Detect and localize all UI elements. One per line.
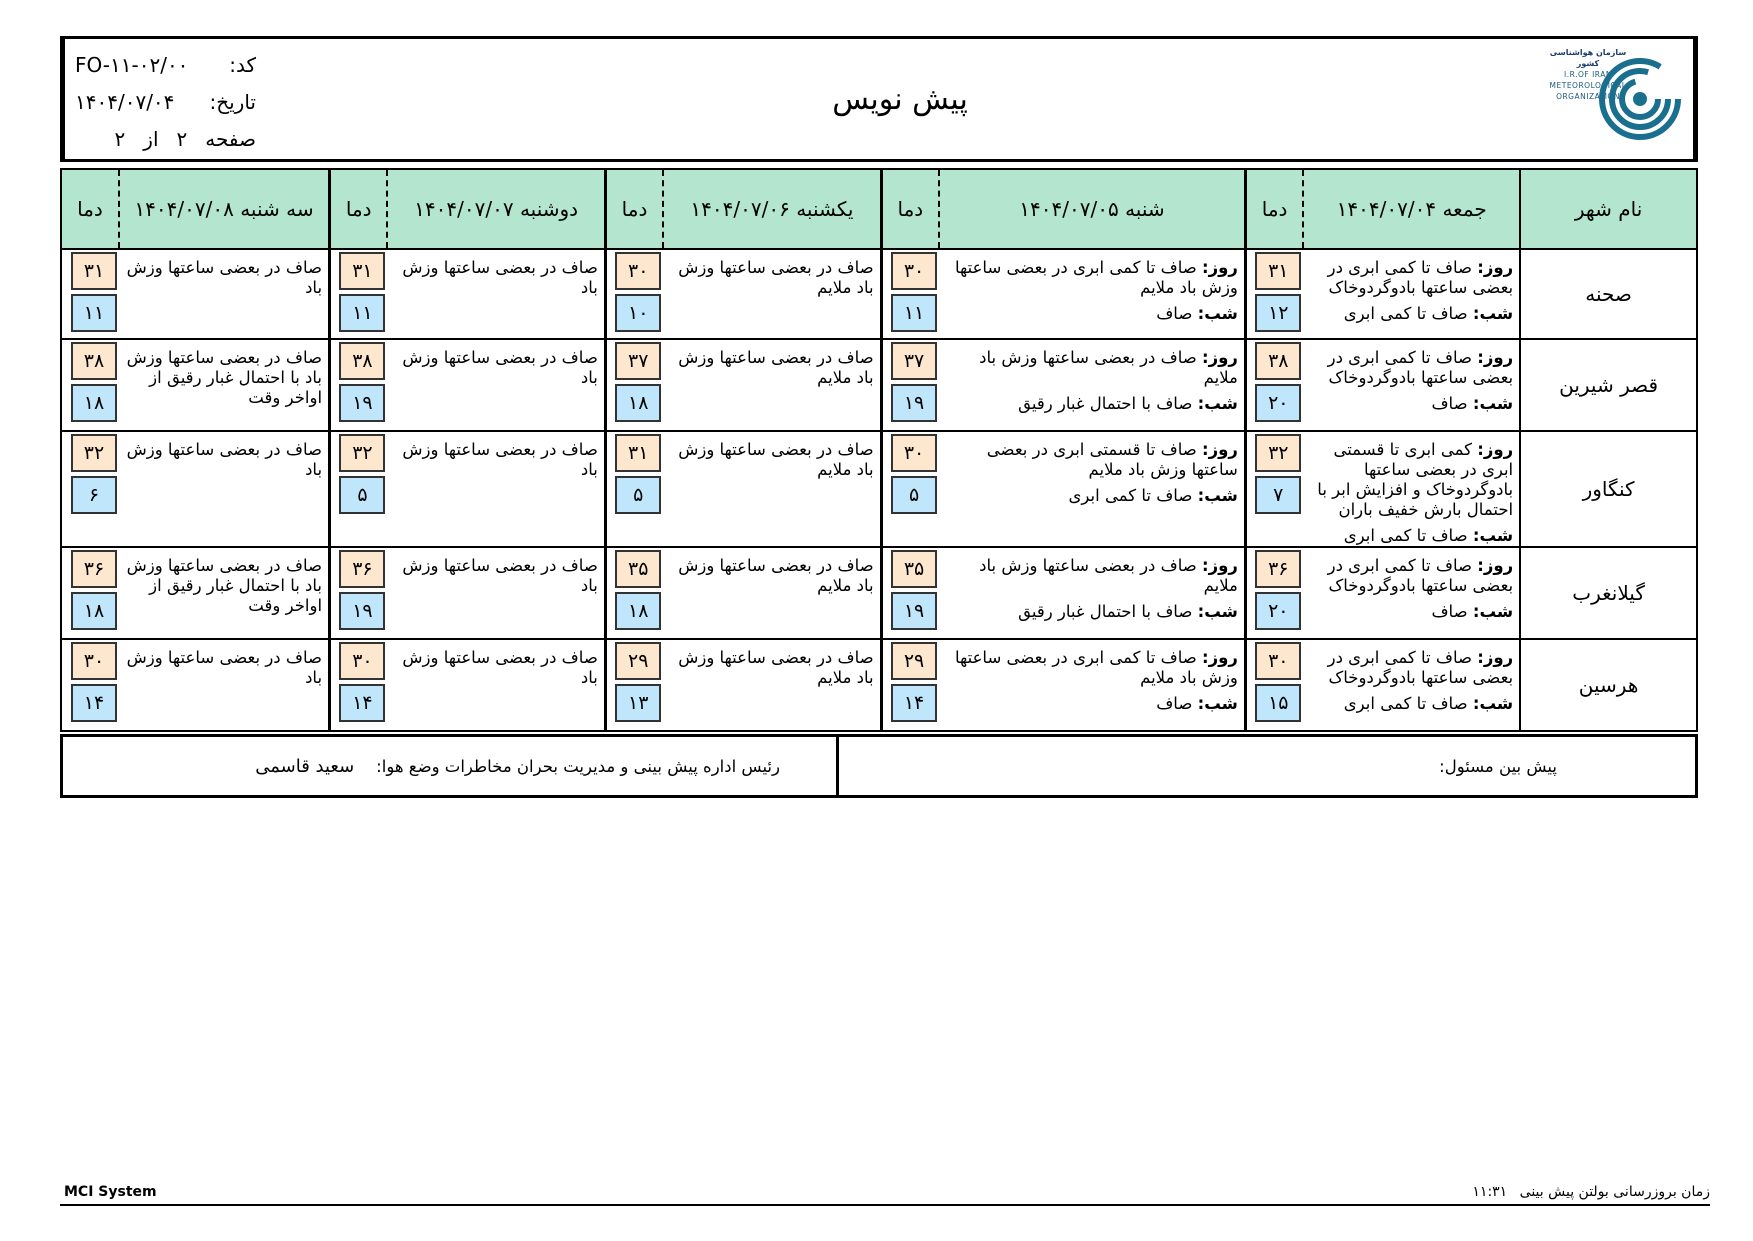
forecast-description: [387, 639, 605, 731]
temperature-cell: [1245, 547, 1303, 639]
night-text: صاف: [1431, 602, 1468, 621]
night-forecast: [1309, 394, 1513, 414]
min-temperature: ۱۱: [891, 294, 937, 332]
forecast-text: صاف در بعضی ساعتها وزش باد: [126, 440, 323, 479]
day-forecast: [1309, 556, 1513, 596]
table-row: [61, 249, 1697, 339]
city-name: قصر شیرین: [1520, 339, 1697, 431]
day-label: روز:: [1202, 648, 1238, 667]
max-temperature: ۳۲: [1255, 434, 1301, 472]
min-temperature: ۲۰: [1255, 592, 1301, 630]
forecast-description: [663, 339, 881, 431]
day-text: کمی ابری تا قسمتی ابری در بعضی ساعتها بادوگردوخاک و افزایش ابر با احتمال بارش خفیف باران: [1317, 440, 1514, 519]
meta-page: [75, 121, 256, 158]
max-temperature: ۲۹: [891, 642, 937, 680]
night-text: صاف تا کمی ابری: [1068, 486, 1193, 505]
table-row: [61, 431, 1697, 547]
night-text: صاف: [1156, 304, 1193, 323]
temperature-cell: [605, 339, 663, 431]
min-temperature: ۱۹: [891, 592, 937, 630]
temperature-cell: [1245, 249, 1303, 339]
header-city: نام شهر: [1520, 169, 1697, 249]
min-temperature: ۲۰: [1255, 384, 1301, 422]
day-text: صاف تا کمی ابری در بعضی ساعتها بادوگردوخاک: [1327, 648, 1514, 687]
forecast-description: [119, 339, 330, 431]
max-temperature: ۳۶: [339, 550, 385, 588]
day-text: صاف تا کمی ابری در بعضی ساعتها بادوگردوخاک: [1327, 348, 1514, 387]
min-temperature: ۷: [1255, 476, 1301, 514]
night-forecast: [945, 602, 1238, 622]
document-header: [60, 36, 1698, 162]
night-text: صاف تا کمی ابری: [1343, 694, 1468, 713]
min-temperature: ۱۳: [615, 684, 661, 722]
page-total: ۲: [114, 127, 126, 151]
max-temperature: ۳۷: [891, 342, 937, 380]
max-temperature: ۳۰: [1255, 642, 1301, 680]
forecast-text: صاف در بعضی ساعتها وزش باد: [126, 258, 323, 297]
footer-update-label: زمان بروزرسانی بولتن پیش بینی: [1519, 1184, 1710, 1200]
forecast-text: صاف در بعضی ساعتها وزش باد ملایم: [678, 440, 874, 479]
city-name: گیلانغرب: [1520, 547, 1697, 639]
logo-spiral-icon: [1598, 57, 1682, 141]
temperature-cell: [1245, 431, 1303, 547]
forecast-text: صاف در بعضی ساعتها وزش باد ملایم: [678, 348, 874, 387]
chief-name: سعید قاسمی: [255, 755, 355, 777]
header-day-1: جمعه ۱۴۰۴/۰۷/۰۴: [1303, 169, 1520, 249]
document-meta: [63, 39, 270, 159]
temperature-cell: [330, 339, 388, 431]
night-label: شب:: [1472, 304, 1514, 323]
forecaster-cell: [836, 737, 1695, 795]
max-temperature: ۳۱: [71, 252, 117, 290]
forecast-table-header: [61, 169, 1697, 249]
min-temperature: ۱۸: [71, 592, 117, 630]
forecast-description: [939, 249, 1245, 339]
max-temperature: ۳۸: [339, 342, 385, 380]
forecast-text: صاف در بعضی ساعتها وزش باد با احتمال غبار رقیق از اواخر وقت: [126, 348, 323, 407]
day-text: صاف تا کمی ابری در بعضی ساعتها وزش باد ملایم: [954, 648, 1238, 687]
footer-update-time: ۱۱:۳۱: [1472, 1184, 1508, 1200]
night-text: صاف تا کمی ابری: [1343, 304, 1468, 323]
min-temperature: ۱۱: [71, 294, 117, 332]
night-label: شب:: [1472, 602, 1514, 621]
temperature-cell: [1245, 339, 1303, 431]
min-temperature: ۱۸: [615, 592, 661, 630]
night-text: صاف تا کمی ابری: [1343, 526, 1468, 545]
night-label: شب:: [1472, 694, 1514, 713]
night-forecast: [945, 486, 1238, 506]
night-label: شب:: [1197, 694, 1238, 713]
temperature-cell: [61, 339, 119, 431]
night-text: صاف با احتمال غبار رقیق: [1018, 394, 1193, 413]
forecast-text: صاف در بعضی ساعتها وزش باد: [402, 648, 598, 687]
day-forecast: [945, 440, 1238, 480]
temperature-cell: [330, 547, 388, 639]
day-label: روز:: [1202, 258, 1238, 277]
night-text: صاف: [1156, 694, 1193, 713]
header-day-2: شنبه ۱۴۰۴/۰۷/۰۵: [939, 169, 1245, 249]
temperature-cell: [881, 249, 939, 339]
night-label: شب:: [1472, 526, 1514, 545]
forecast-description: [939, 431, 1245, 547]
night-forecast: [945, 394, 1238, 414]
max-temperature: ۳۸: [1255, 342, 1301, 380]
min-temperature: ۱۴: [339, 684, 385, 722]
temperature-cell: [61, 639, 119, 731]
max-temperature: ۳۲: [339, 434, 385, 472]
day-text: صاف در بعضی ساعتها وزش باد ملایم: [979, 556, 1238, 595]
max-temperature: ۳۵: [891, 550, 937, 588]
city-name: هرسین: [1520, 639, 1697, 731]
code-label: کد:: [229, 53, 256, 77]
page-current: ۲: [176, 127, 188, 151]
header-day-5: سه شنبه ۱۴۰۴/۰۷/۰۸: [119, 169, 330, 249]
forecast-description: [663, 639, 881, 731]
forecast-description: [663, 547, 881, 639]
temperature-cell: [881, 431, 939, 547]
min-temperature: ۱۲: [1255, 294, 1301, 332]
night-label: شب:: [1472, 394, 1514, 413]
min-temperature: ۱۹: [891, 384, 937, 422]
table-row: [61, 547, 1697, 639]
forecaster-label: پیش بین مسئول:: [1439, 756, 1557, 776]
temperature-cell: [881, 547, 939, 639]
forecast-description: [387, 547, 605, 639]
day-label: روز:: [1477, 556, 1514, 575]
forecast-table-body: [61, 249, 1697, 731]
forecast-text: صاف در بعضی ساعتها وزش باد: [126, 648, 323, 687]
forecast-description: [119, 431, 330, 547]
max-temperature: ۳۲: [71, 434, 117, 472]
logo-en-line1: I.R.OF IRAN: [1564, 70, 1612, 79]
chief-cell: [63, 737, 836, 795]
forecast-text: صاف در بعضی ساعتها وزش باد ملایم: [678, 258, 874, 297]
min-temperature: ۵: [339, 476, 385, 514]
forecast-description: [387, 249, 605, 339]
day-forecast: [1309, 440, 1513, 520]
forecast-text: صاف در بعضی ساعتها وزش باد: [402, 348, 598, 387]
day-label: روز:: [1477, 440, 1514, 459]
temperature-cell: [330, 639, 388, 731]
temperature-cell: [881, 639, 939, 731]
table-row: [61, 339, 1697, 431]
city-name: کنگاور: [1520, 431, 1697, 547]
night-label: شب:: [1197, 602, 1238, 621]
min-temperature: ۱۱: [339, 294, 385, 332]
temperature-cell: [605, 547, 663, 639]
header-temp-2: دما: [881, 169, 939, 249]
max-temperature: ۳۰: [891, 252, 937, 290]
organization-logo: [1530, 39, 1695, 159]
page-of: از: [143, 127, 159, 151]
day-label: روز:: [1477, 648, 1514, 667]
page-label: صفحه: [205, 127, 256, 151]
forecast-description: [939, 547, 1245, 639]
forecast-description: [939, 339, 1245, 431]
temperature-cell: [881, 339, 939, 431]
day-forecast: [945, 648, 1238, 688]
header-temp-4: دما: [330, 169, 388, 249]
meta-date: [75, 84, 256, 121]
min-temperature: ۱۴: [891, 684, 937, 722]
footer-update: [1472, 1184, 1710, 1200]
temperature-cell: [330, 431, 388, 547]
temperature-cell: [1245, 639, 1303, 731]
night-forecast: [945, 694, 1238, 714]
day-text: صاف تا کمی ابری در بعضی ساعتها بادوگردوخاک: [1327, 556, 1514, 595]
max-temperature: ۳۰: [615, 252, 661, 290]
meta-code: [75, 47, 256, 84]
day-label: روز:: [1202, 556, 1238, 575]
day-forecast: [945, 348, 1238, 388]
forecast-description: [1303, 431, 1520, 547]
temperature-cell: [61, 547, 119, 639]
forecast-description: [1303, 639, 1520, 731]
day-label: روز:: [1202, 440, 1238, 459]
night-forecast: [1309, 526, 1513, 546]
logo-en-line3: ORGANIZATION: [1556, 92, 1620, 101]
header-day-4: دوشنبه ۱۴۰۴/۰۷/۰۷: [387, 169, 605, 249]
date-label: تاریخ:: [209, 90, 256, 114]
forecast-description: [663, 431, 881, 547]
day-label: روز:: [1202, 348, 1238, 367]
max-temperature: ۳۰: [71, 642, 117, 680]
day-forecast: [945, 258, 1238, 298]
forecast-text: صاف در بعضی ساعتها وزش باد ملایم: [678, 556, 874, 595]
night-forecast: [1309, 304, 1513, 324]
max-temperature: ۳۵: [615, 550, 661, 588]
forecast-description: [939, 639, 1245, 731]
footer-system: MCI System: [64, 1184, 157, 1200]
logo-fa-text: سازمان هواشناسی کشور: [1549, 48, 1627, 68]
min-temperature: ۱۴: [71, 684, 117, 722]
date-value: ۱۴۰۴/۰۷/۰۴: [75, 90, 175, 114]
forecast-description: [663, 249, 881, 339]
signature-box: [60, 734, 1698, 798]
night-label: شب:: [1197, 394, 1238, 413]
day-text: صاف تا کمی ابری در بعضی ساعتها بادوگردوخاک: [1327, 258, 1514, 297]
forecast-description: [1303, 547, 1520, 639]
day-forecast: [1309, 348, 1513, 388]
day-text: صاف تا کمی ابری در بعضی ساعتها وزش باد ملایم: [954, 258, 1238, 297]
forecast-table: [60, 168, 1698, 732]
logo-en-line2: METEOROLOGICAL: [1549, 81, 1627, 90]
forecast-description: [1303, 249, 1520, 339]
day-text: صاف تا قسمتی ابری در بعضی ساعتها وزش باد ملایم: [986, 440, 1238, 479]
forecast-text: صاف در بعضی ساعتها وزش باد ملایم: [678, 648, 874, 687]
forecast-description: [119, 547, 330, 639]
night-forecast: [1309, 694, 1513, 714]
page-title: پیش نویس: [832, 81, 968, 117]
temperature-cell: [605, 639, 663, 731]
max-temperature: ۳۰: [339, 642, 385, 680]
header-temp-1: دما: [1245, 169, 1303, 249]
header-temp-3: دما: [605, 169, 663, 249]
night-label: شب:: [1197, 486, 1238, 505]
code-value: FO-۱۱-۰۲/۰۰: [75, 53, 189, 77]
forecast-text: صاف در بعضی ساعتها وزش باد با احتمال غبار رقیق از اواخر وقت: [126, 556, 323, 615]
min-temperature: ۱۸: [615, 384, 661, 422]
min-temperature: ۱۹: [339, 592, 385, 630]
max-temperature: ۳۱: [339, 252, 385, 290]
min-temperature: ۱۰: [615, 294, 661, 332]
chief-label: رئیس اداره پیش بینی و مدیریت بحران مخاطرات وضع هوا:: [376, 756, 780, 776]
temperature-cell: [61, 249, 119, 339]
table-row: [61, 639, 1697, 731]
night-text: صاف با احتمال غبار رقیق: [1018, 602, 1193, 621]
max-temperature: ۳۰: [891, 434, 937, 472]
city-name: صحنه: [1520, 249, 1697, 339]
max-temperature: ۳۷: [615, 342, 661, 380]
min-temperature: ۶: [71, 476, 117, 514]
night-forecast: [945, 304, 1238, 324]
temperature-cell: [605, 431, 663, 547]
forecast-text: صاف در بعضی ساعتها وزش باد: [402, 258, 598, 297]
min-temperature: ۵: [891, 476, 937, 514]
temperature-cell: [330, 249, 388, 339]
forecast-text: صاف در بعضی ساعتها وزش باد: [402, 440, 598, 479]
day-text: صاف در بعضی ساعتها وزش باد ملایم: [979, 348, 1238, 387]
day-forecast: [1309, 648, 1513, 688]
forecast-description: [1303, 339, 1520, 431]
night-text: صاف: [1431, 394, 1468, 413]
footer-divider: [60, 1204, 1710, 1206]
temperature-cell: [61, 431, 119, 547]
forecast-description: [387, 431, 605, 547]
min-temperature: ۱۹: [339, 384, 385, 422]
max-temperature: ۳۸: [71, 342, 117, 380]
min-temperature: ۵: [615, 476, 661, 514]
min-temperature: ۱۵: [1255, 684, 1301, 722]
night-forecast: [1309, 602, 1513, 622]
forecast-description: [119, 249, 330, 339]
day-forecast: [945, 556, 1238, 596]
temperature-cell: [605, 249, 663, 339]
forecast-description: [387, 339, 605, 431]
max-temperature: ۳۱: [1255, 252, 1301, 290]
day-label: روز:: [1477, 348, 1514, 367]
day-label: روز:: [1477, 258, 1514, 277]
night-label: شب:: [1197, 304, 1238, 323]
min-temperature: ۱۸: [71, 384, 117, 422]
header-temp-5: دما: [61, 169, 119, 249]
forecast-text: صاف در بعضی ساعتها وزش باد: [402, 556, 598, 595]
max-temperature: ۳۱: [615, 434, 661, 472]
header-day-3: یکشنبه ۱۴۰۴/۰۷/۰۶: [663, 169, 881, 249]
forecast-description: [119, 639, 330, 731]
max-temperature: ۳۶: [71, 550, 117, 588]
max-temperature: ۲۹: [615, 642, 661, 680]
day-forecast: [1309, 258, 1513, 298]
max-temperature: ۳۶: [1255, 550, 1301, 588]
